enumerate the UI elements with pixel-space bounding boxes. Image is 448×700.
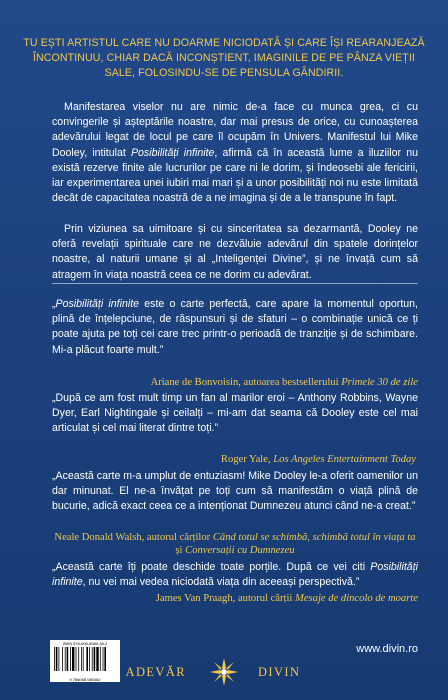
p1-book-title: Posibilități infinite [130,146,215,159]
quote-4-author: James Van Praagh, autorul cărții [155,593,296,604]
quote-3-author-book: Când totul se schimbă, schimbă totul în viața ta [212,532,416,543]
quote-1-attribution [151,376,418,389]
quote-4-text: , nu vei mai vedea niciodată viața din aceeași perspectivă.” [82,576,360,589]
publisher-logo [0,655,448,689]
star-emblem-icon [209,657,239,687]
description-paragraph-1 [52,100,418,206]
logo-word-left: ADEVĂR [125,665,186,679]
quote-3-author-mid: și [175,545,186,556]
p1-text-a: Manifestarea viselor nu are nimic de-a face cu munca grea, ci cu convingerile și așteptările noastre, dar mai presus de orice, cu cunoașterea adevărului legat de locul pe care îl ocupăm în Univers. Manifestul lui Mike Dooley, intitulat [52,101,418,159]
quote-3-author-book-2: Conversații cu Dumnezeu [185,545,295,556]
quote-3-author: Neale Donald Walsh, autorul cărților [54,532,213,543]
quote-1-author: Ariane de Bonvoisin, autoarea bestsellerului [150,377,342,388]
quote-1-text: este o carte perfectă, care apare la momentul oportun, plină de înțelepciune, de răspunsuri și de sfaturi – o combinație unică ce ți poate ajuta pe toți cei care trec printr-o perioadă de tranziție și de schimbare. Mi-a plăcut foarte mult.” [52,298,418,356]
quote-1-author-book: Primele 30 de zile [341,377,418,388]
p1-text-b: , afirmă că în această lume a iluziilor nu există rezerve finite ale lucrurilor pe care ni le dorim, și îndeosebi ale fericirii, iar experimentarea unei iubiri mai mari și a unor posibilități noi nu este limitată decât de capacitatea noastră de a ne imagina și de a le transpune în fapt. [52,146,418,205]
barcode-digits: 9 786068 080482 [69,677,101,682]
quote-1-title: Posibilități infinite [55,298,140,310]
quote-1 [52,297,418,358]
quote-3: „Această carte m-a umplut de entuziasm! Mike Dooley le-a oferit oamenilor un dar minunat. El ne-a învățat pe toți cum să manifestăm o viață plină de bucurie, adică exact ceea ce a intenționat Dumnezeu atunci când ne-a creat.” [52,470,418,513]
quote-4 [52,560,418,590]
isbn-label: ISBN 978-606-8080-48-2 [62,641,108,646]
logo-word-right: DIVIN [258,665,301,679]
quote-2-author-book: Los Angeles Entertainment Today [273,454,416,465]
tagline: TU EȘTI ARTISTUL CARE NU DOARME NICIODATĂ ȘI CARE ÎȘI REARANJEAZĂ ÎNCONTINUU, CHIAR DACĂ INCONȘTIENT, IMAGINILE DE PE PÂNZA VIEȚII SALE, FOLOSINDU-SE DE PENSULA GÂNDIRII. [23,37,425,79]
quote-4-author-book: Mesaje de dincolo de moarte [295,593,418,604]
quote-2-author: Roger Yale, [220,454,274,465]
quote-1-open: „ [52,298,56,310]
quote-3-attribution [52,531,418,557]
website-link[interactable]: www.divin.ro [356,643,418,655]
quote-4-attribution [156,592,418,605]
quote-2-attribution [221,453,416,466]
divider [52,283,418,284]
description-paragraph-2: Prin viziunea sa uimitoare și cu sinceritatea sa dezarmantă, Dooley ne oferă revelații spirituale care ne dezvăluie adevărul din spatele dorințelor noastre, al naturii umane și al „Inteligenței Divine”, și ne învață cum să atragem în viața noastră ceea ce ne dorim cu adevărat. [52,223,418,281]
quote-4-title: Posibilități infinite [52,561,418,589]
quote-2: „După ce am fost mult timp un fan al marilor eroi – Anthony Robbins, Wayne Dyer, Earl Nightingale și ceilalți – mi-am dat seama că Dooley este cel mai articulat și cel mai literat dintre toți.” [52,392,418,435]
quote-4-open: „Această carte îți poate deschide toate porțile. După ce vei citi [52,561,371,573]
